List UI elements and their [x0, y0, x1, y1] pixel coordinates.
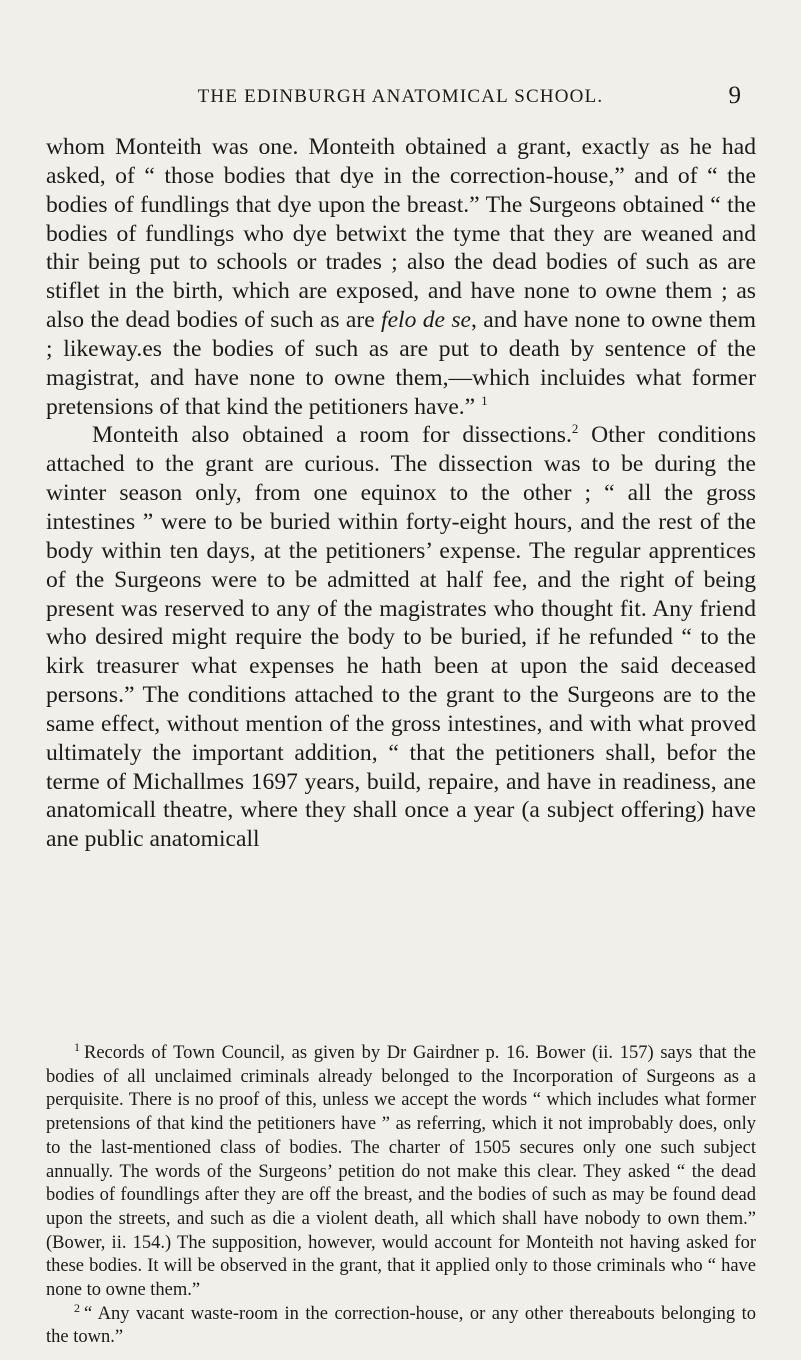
paragraph [46, 421, 756, 854]
footnote-mark: 2 [74, 1300, 80, 1315]
footnote [46, 1042, 756, 1303]
page-number: 9 [728, 82, 741, 109]
footnote-reference: 2 [571, 421, 579, 437]
italic-phrase: felo de se [381, 307, 471, 334]
running-header [0, 84, 801, 116]
paragraph-text: , and have none to owne them ; likeway.es the bodies of such as are put to death by sentence of the magistrat, and have none to owne them,—which incluides what former pretensions of that kind the petitioners have.” [46, 307, 757, 420]
footnote-reference: 1 [481, 392, 488, 408]
paragraph-text: Monteith also obtained a room for dissections. [92, 422, 572, 449]
footnote-text: Records of Town Council, as given by Dr Gairdner p. 16. Bower (ii. 157) says that the bodies of all unclaimed criminals already belonged to the Incorporation of Surgeons as a perquisite. There is no proof of this, unless we accept the words “ which includes what former pretensions of that kind the petitioners have ” as referring, which it not improbably does, only to the last-mentioned class of bodies. The charter of 1505 secures only one such subject annually. The words of the Surgeons’ petition do not make this clear. They asked “ the dead bodies of foundlings after they are off the breast, and the bodies of such as may be found dead upon the streets, and such as die a violent death, all which shall have nobody to own them.” (Bower, ii. 154.) The supposition, however, would account for Monteith not having asked for these bodies. It will be observed in the grant, that it applied only to those criminals who “ have none to owne them.” [46, 1043, 756, 1301]
footnote-mark: 1 [74, 1040, 80, 1054]
running-title: THE EDINBURGH ANATOMICAL SCHOOL. [197, 86, 604, 107]
footnote [46, 1300, 756, 1350]
paragraph-continued [46, 133, 756, 421]
footnote-text: “ Any vacant waste-room in the correction-house, or any other thereabouts belonging to the town.” [46, 1303, 756, 1348]
footnotes [46, 1042, 756, 1350]
paragraph-text: Other conditions attached to the grant are curious. The dissection was to be during the winter season only, from one equinox to the other ; “ all the gross intestines ” were to be buried within forty-eight hours, and the rest of the body within ten days, at the petitioners’ expense. The regular apprentices of the Surgeons were to be admitted at half fee, and the right of being present was reserved to any of the magistrates who thought fit. Any friend who desired might require the body to be buried, if he refunded “ to the kirk treasurer what expenses he hath been at upon the said deceased persons.” The conditions attached to the grant to the Surgeons are to the same effect, without mention of the gross intestines, and with what proved ultimately the important addition, “ that the petitioners shall, befor the terme of Michallmes 1697 years, build, repaire, and have in readiness, ane anatomicall theatre, where they shall once a year (a subject offering) have ane public anatomicall [46, 422, 757, 853]
paragraph-text: whom Monteith was one. Monteith obtained a grant, exactly as he had asked, of “ those bodies that dye in the correction-house,” and of “ the bodies of fundlings that dye upon the breast.” The Surgeons obtained “ the bodies of fundlings who dye betwixt the tyme that they are weaned and thir being put to schools or trades ; also the dead bodies of such as are stiflet in the birth, which are exposed, and have none to owne them ; as also the dead bodies of such as are [46, 134, 756, 334]
main-text [46, 133, 756, 854]
